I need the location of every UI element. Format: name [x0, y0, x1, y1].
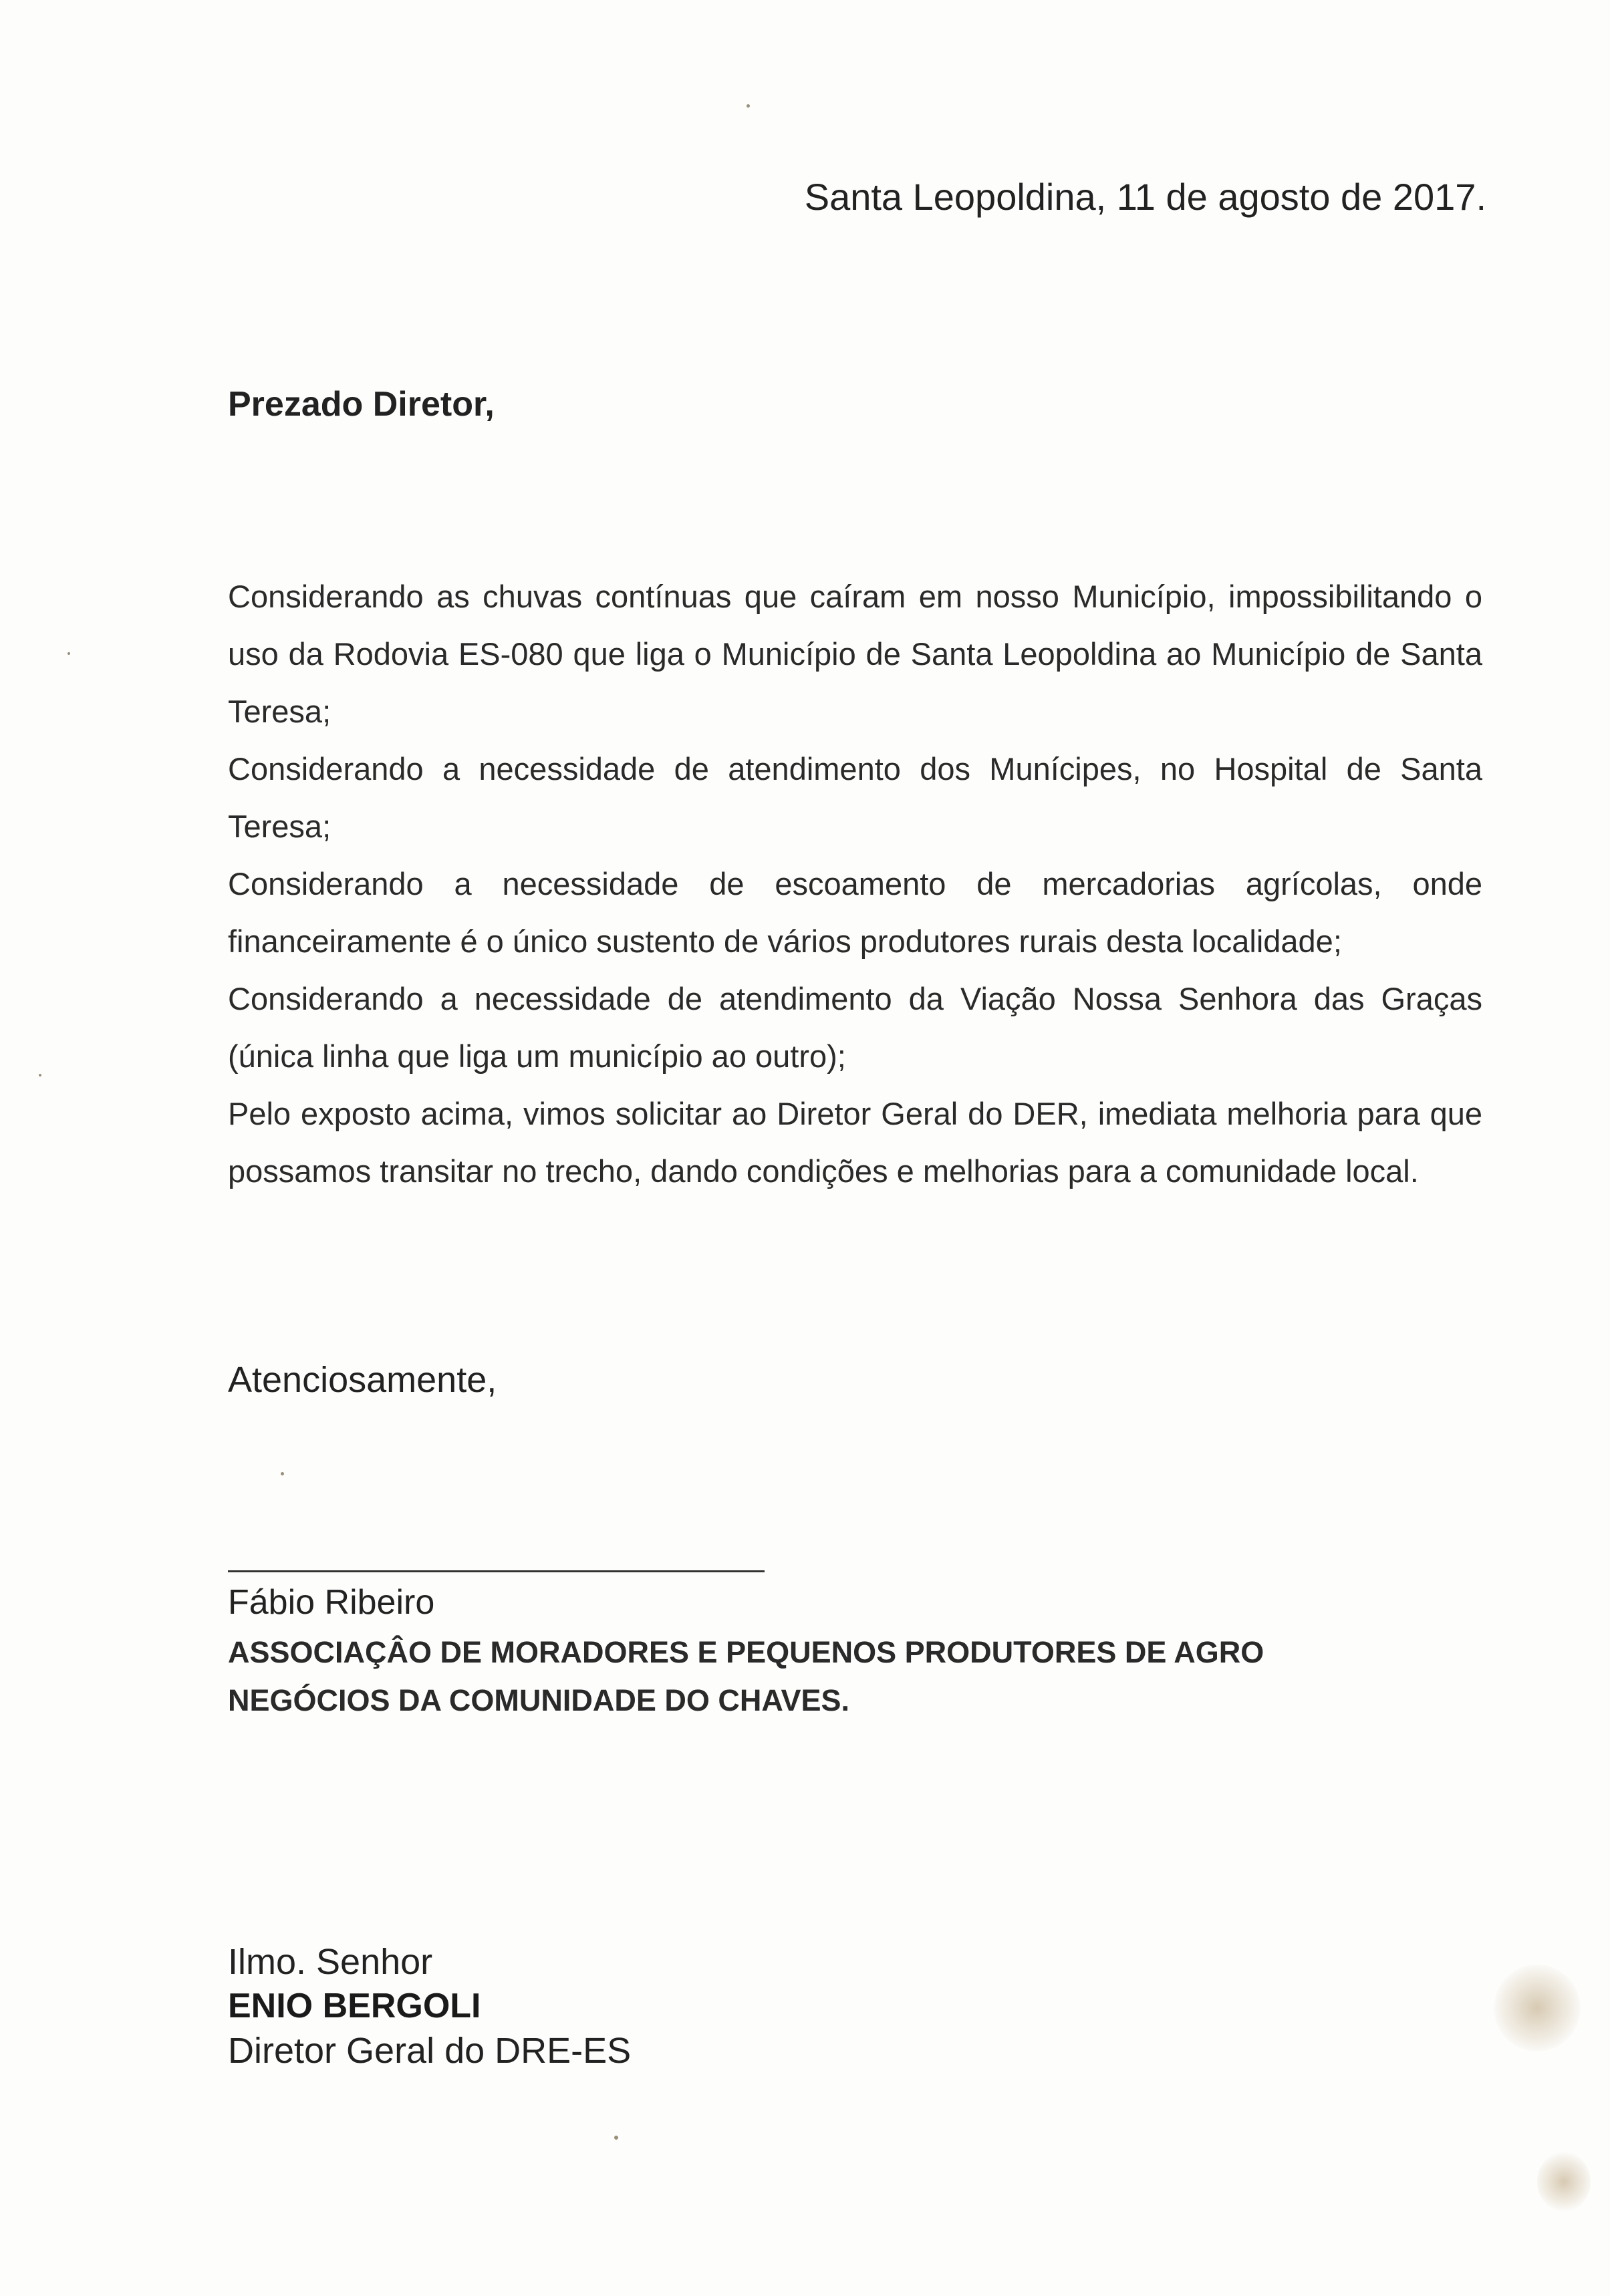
closing: Atenciosamente, — [228, 1360, 497, 1400]
scan-speck — [39, 1074, 41, 1077]
scan-speck — [747, 104, 750, 108]
addressee-role: Diretor Geral do DRE-ES — [228, 2031, 632, 2071]
signatory-name: Fábio Ribeiro — [228, 1583, 435, 1622]
scan-speck — [68, 652, 70, 655]
date-line: Santa Leopoldina, 11 de agosto de 2017. — [804, 176, 1486, 218]
paragraph-hospital: Considerando a necessidade de atendimento dos Munícipes, no Hospital de Santa Teresa; — [228, 751, 1482, 844]
addressee-name: ENIO BERGOLI — [228, 1987, 481, 2025]
signatory-organization: ASSOCIAÇÂO DE MORADORES E PEQUENOS PRODUTORES DE AGRO NEGÓCIOS DA COMUNIDADE DO CHAVES. — [228, 1635, 1264, 1717]
paragraph-rain: Considerando as chuvas contínuas que caíram em nosso Município, impossibilitando o uso da Rodovia ES-080 que liga o Município de Santa Leopoldina ao Município de Santa Teresa; — [228, 579, 1482, 729]
scan-stain — [1537, 2152, 1591, 2212]
letter-body — [228, 568, 1482, 1200]
addressee-title: Ilmo. Senhor — [228, 1942, 433, 1982]
signature-line — [228, 1570, 765, 1572]
paragraph-agriculture: Considerando a necessidade de escoamento de mercadorias agrícolas, onde financeiramente é o único sustento de vários produtores rurais desta localidade; — [228, 866, 1482, 959]
paragraph-request: Pelo exposto acima, vimos solicitar ao Diretor Geral do DER, imediata melhoria para que possamos transitar no trecho, dando condições e melhorias para a comunidade local. — [228, 1096, 1482, 1189]
scan-stain — [1494, 1965, 1581, 2051]
paragraph-bus-line: Considerando a necessidade de atendimento da Viação Nossa Senhora das Graças (única linha que liga um município ao outro); — [228, 981, 1482, 1074]
greeting: Prezado Diretor, — [228, 385, 495, 424]
scan-speck — [281, 1472, 284, 1475]
scan-speck — [614, 2136, 618, 2140]
